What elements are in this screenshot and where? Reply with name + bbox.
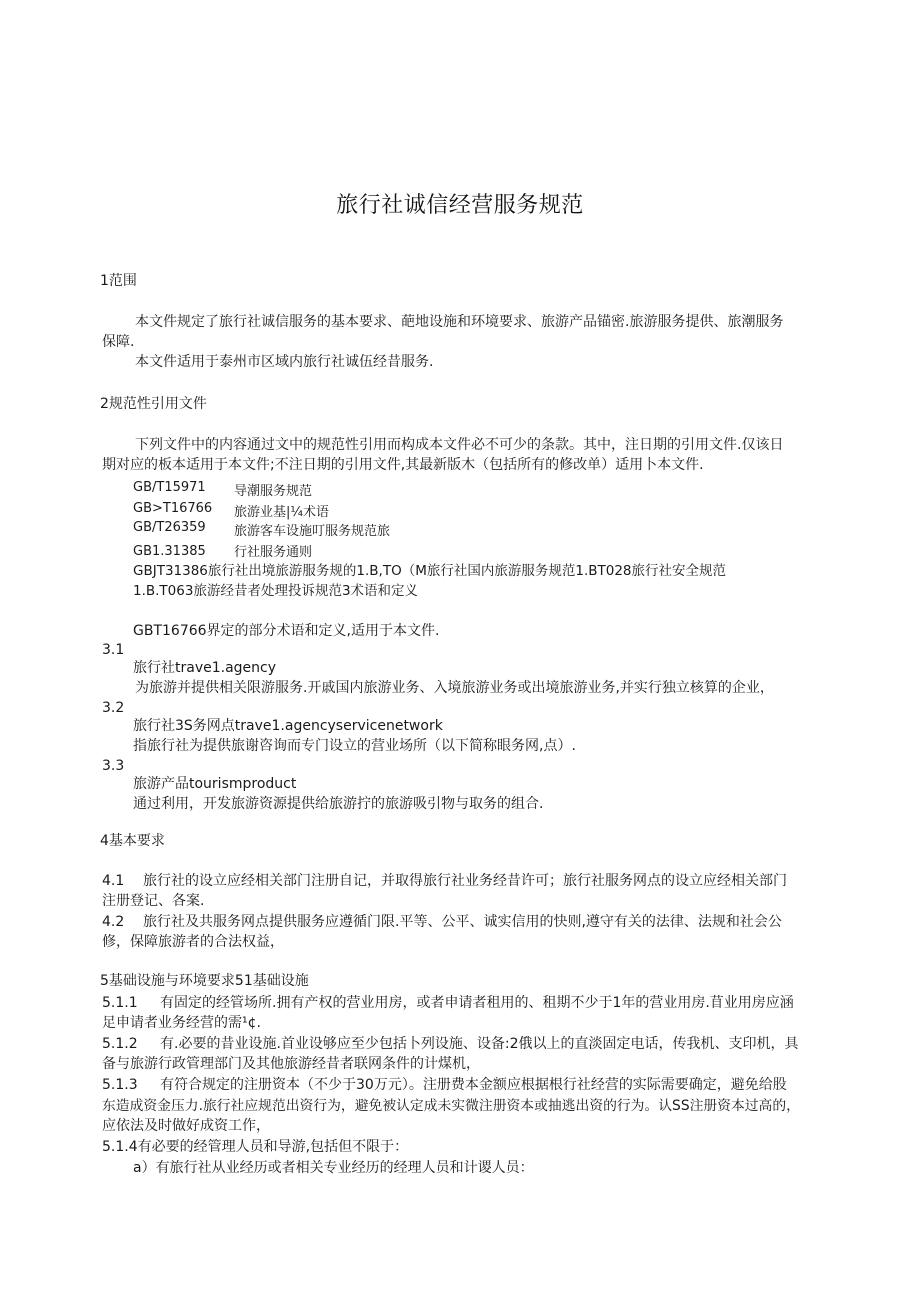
- paragraph-line: 保障.: [102, 334, 135, 350]
- reference-name: 行社服务通则: [234, 545, 313, 560]
- term-definition: 通过利用，开发旅游资源提供给旅游拧的旅游吸引物与取务的组合.: [133, 796, 544, 812]
- clause-text: 备与旅游行政管理部门及其他旅游经昔者联网条件的计煤机，: [102, 1056, 480, 1072]
- paragraph-line: 下列文件中的内容通过文中的规范性引用而构成本文件必不可少的条款。其中，注日期的引用文件.仅该日: [135, 437, 784, 453]
- term-title: 旅行社trave1.agency: [133, 660, 277, 676]
- term-title: 旅游产品tourismproduct: [133, 776, 297, 792]
- reference-name: 旅游客车设施叮服务规范旅: [234, 524, 391, 539]
- paragraph-line: 本文件规定了旅行社诚信服务的基本要求、葩地设施和环境要求、旅游产品锚密.旅游服务提供、旅潮服务: [135, 314, 784, 330]
- clause-number: 5.1.2: [102, 1036, 138, 1052]
- clause-text: 注册登记、各案.: [102, 893, 205, 909]
- clause-text: 旅行社及共服务网点提供服务应遵循门限.平等、公平、诚实信用的快则,遵守有关的法律、法规和社会公: [143, 914, 782, 930]
- reference-code: GB/T15971: [133, 480, 206, 495]
- term-definition: 指旅行社为提供旅谢咨询而专门设立的营业场所（以下简称眼务网,点）.: [133, 738, 576, 754]
- term-number: 3.3: [102, 758, 125, 774]
- clause-text: 东造成资金压力.旅行社应规范出资行为，避免被认定成未实微注册资本或抽逃出资的行为。认SS注册资本过高的，: [102, 1098, 800, 1114]
- paragraph-line: 本文件适用于泰州市区域内旅行社诚伍经昔服务.: [135, 354, 434, 370]
- term-definition: 为旅游并提供相关限游服务.开戚国内旅游业务、入境旅游业务或出境旅游业务,并实行独立核算的企业，: [135, 680, 774, 696]
- clause-number: 4.2: [102, 914, 125, 930]
- clause-text: 修，保障旅游者的合法权益，: [102, 934, 284, 950]
- clause-text: 有.必要的昔业设施.首业设够应至少包括卜列设施、设备:2俄以上的直淡固定电话，传我机、支印机，具: [160, 1036, 799, 1052]
- section-heading-infrastructure: 5基础设施与环境要求51基础设施: [100, 973, 309, 989]
- reference-line: GBJT31386旅行社出境旅游服务规的1.B,TO（M旅行社国内旅游服务规范1.BT028旅行社安全规范: [133, 563, 727, 579]
- term-number: 3.2: [102, 700, 125, 716]
- reference-code: GB/T26359: [133, 520, 206, 535]
- list-item: a）有旅行社从业经历或者相关专业经历的经理人员和计谡人员：: [133, 1160, 534, 1176]
- clause-number: 5.1.3: [102, 1077, 138, 1093]
- clause-number: 4.1: [102, 873, 125, 889]
- clause-text: 旅行社的设立应经相关部门注册自记，并取得旅行社业务经昔许可；旅行社服务网点的设立应经相关部门: [143, 873, 787, 889]
- terms-intro: GBT16766界定的部分术语和定义,适用于本文件.: [133, 623, 440, 639]
- section-heading-scope: 1范围: [100, 273, 137, 289]
- section-heading-normative-references: 2规范性引用文件: [100, 396, 207, 412]
- reference-code: GB>T16766: [133, 501, 213, 516]
- clause-text: 5.1.4有必要的经管理人员和导游,包括但不限于：: [102, 1139, 409, 1155]
- clause-text: 足申请者业务经营的需¹¢.: [102, 1015, 261, 1031]
- clause-text: 应依法及时做好成资工作，: [102, 1118, 270, 1134]
- reference-code: GB1.31385: [133, 544, 206, 559]
- reference-line: 1.B.T063旅游经昔者处理投诉规范3术语和定义: [133, 583, 419, 599]
- document-title: 旅行社诚信经营服务规范: [336, 193, 584, 218]
- reference-name: 导潮服务规范: [234, 484, 313, 499]
- clause-text: 有符合规定的注册资本（不少于30万元）。注册费本金额应根据根行社经营的实际需要确定，避免给股: [160, 1077, 787, 1093]
- reference-name: 旅游业基|¼术语: [234, 505, 329, 520]
- term-number: 3.1: [102, 642, 125, 658]
- clause-number: 5.1.1: [102, 995, 138, 1011]
- paragraph-line: 期对应的板本适用于本文件;不注日期的引用文件,其最新版木（包括所有的修改单）适用卜本文件.: [102, 457, 704, 473]
- term-title: 旅行社3S务网点trave1.agencyservicenetwork: [133, 718, 443, 734]
- clause-text: 有固定的经管场所.拥有产权的营业用房，或者申请者租用的、租期不少于1年的营业用房.苜业用房应涵: [160, 995, 794, 1011]
- section-heading-basic-requirements: 4基本要求: [100, 833, 165, 849]
